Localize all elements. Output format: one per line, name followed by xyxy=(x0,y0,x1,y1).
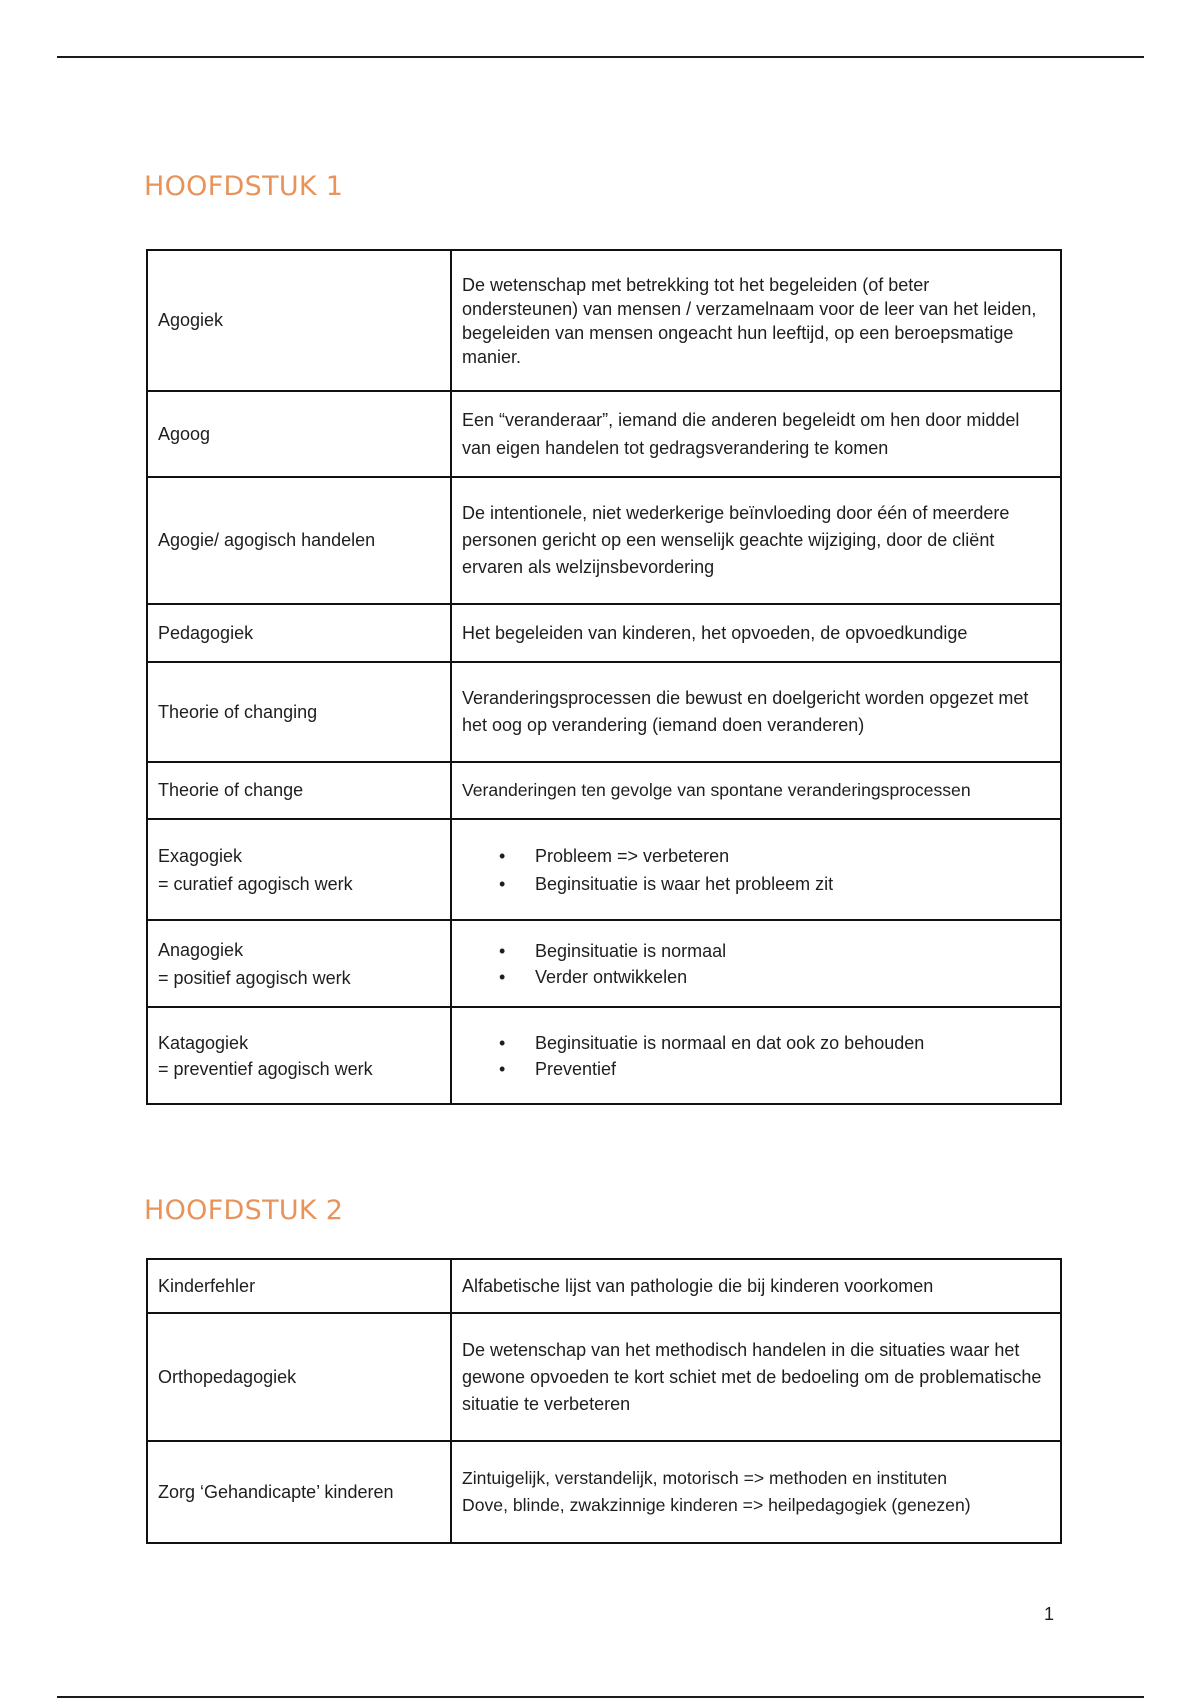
footer-rule xyxy=(57,1696,1144,1698)
term-text: Agoog xyxy=(158,423,211,444)
term-cell xyxy=(147,604,451,662)
definition-text: Het begeleiden van kinderen, het opvoeden, de opvoedkundige xyxy=(462,622,968,643)
definition-cell xyxy=(451,762,1061,819)
chapter-1-table xyxy=(146,249,1062,1105)
term-cell xyxy=(147,1441,451,1543)
term-text: Agogiek xyxy=(158,310,224,330)
term-subtitle: = curatief agogisch werk xyxy=(158,873,353,894)
definition-cell xyxy=(451,1007,1061,1104)
bullet-item: • Beginsituatie is normaal en dat ook zo behouden xyxy=(499,1030,1050,1056)
term-subtitle: = preventief agogisch werk xyxy=(158,1058,373,1079)
term-text: Zorg ‘Gehandicapte’ kinderen xyxy=(158,1481,394,1502)
definition-text: Veranderingsprocessen die bewust en doelgericht worden opgezet met het oog op verandering (iemand doen veranderen) xyxy=(462,688,1029,735)
bullet-list xyxy=(462,1030,1050,1082)
definition-cell xyxy=(451,477,1061,604)
term-cell xyxy=(147,819,451,920)
table-row xyxy=(147,819,1061,920)
bullet-item: • Preventief xyxy=(499,1056,1050,1082)
bullet-list xyxy=(462,842,1050,898)
chapter-2-heading: HOOFDSTUK 2 xyxy=(144,1195,344,1226)
page-number: 1 xyxy=(1044,1604,1055,1624)
bullet-item: • Verder ontwikkelen xyxy=(499,964,1050,990)
definition-cell xyxy=(451,1441,1061,1543)
table-row xyxy=(147,1441,1061,1543)
definition-text: Veranderingen ten gevolge van spontane veranderingsprocessen xyxy=(462,780,971,800)
table-row xyxy=(147,1259,1061,1313)
table-row xyxy=(147,762,1061,819)
bullet-list xyxy=(462,938,1050,990)
table-row xyxy=(147,1313,1061,1441)
bullet-item: • Probleem => verbeteren xyxy=(499,842,1050,870)
definition-cell xyxy=(451,662,1061,762)
definition-text: De wetenschap van het methodisch handelen in die situaties waar het gewone opvoeden te kort schiet met de bedoeling om de problematische situatie te verbeteren xyxy=(462,1339,1042,1414)
table-row xyxy=(147,604,1061,662)
term-text: Exagogiek xyxy=(158,845,243,866)
term-cell xyxy=(147,391,451,477)
term-text: Agogie/ agogisch handelen xyxy=(158,530,376,550)
table-row xyxy=(147,920,1061,1007)
definition-text: De wetenschap met betrekking tot het begeleiden (of beter ondersteunen) van mensen / verzamelnaam voor de leer van het leiden, begeleiden van mensen ongeacht hun leeftijd, op een beroepsmatige manier. xyxy=(462,274,1037,367)
definition-cell xyxy=(451,250,1061,391)
table-row xyxy=(147,1007,1061,1104)
table-row xyxy=(147,477,1061,604)
term-cell xyxy=(147,1259,451,1313)
term-cell xyxy=(147,762,451,819)
definition-cell xyxy=(451,920,1061,1007)
chapter-1-heading: HOOFDSTUK 1 xyxy=(144,171,344,202)
term-cell xyxy=(147,920,451,1007)
term-text: Pedagogiek xyxy=(158,622,254,643)
definition-text: De intentionele, niet wederkerige beïnvloeding door één of meerdere personen gericht op een wenselijk geachte wijziging, door de cliënt ervaren als welzijnsbevordering xyxy=(462,503,1010,577)
definition-cell xyxy=(451,391,1061,477)
term-text: Theorie of change xyxy=(158,780,304,800)
term-text: Katagogiek xyxy=(158,1032,249,1053)
table-row xyxy=(147,662,1061,762)
definition-cell xyxy=(451,819,1061,920)
term-text: Orthopedagogiek xyxy=(158,1366,297,1387)
term-cell xyxy=(147,477,451,604)
definition-text: Alfabetische lijst van pathologie die bij kinderen voorkomen xyxy=(462,1275,934,1296)
term-text: Theorie of changing xyxy=(158,701,318,722)
chapter-2-table xyxy=(146,1258,1062,1544)
term-cell xyxy=(147,1313,451,1441)
definition-line: Zintuigelijk, verstandelijk, motorisch => methoden en instituten xyxy=(462,1468,948,1488)
definition-cell xyxy=(451,1259,1061,1313)
term-cell xyxy=(147,250,451,391)
term-cell xyxy=(147,1007,451,1104)
term-subtitle: = positief agogisch werk xyxy=(158,967,351,988)
term-text: Kinderfehler xyxy=(158,1275,256,1296)
term-cell xyxy=(147,662,451,762)
header-rule xyxy=(57,56,1144,58)
definition-cell xyxy=(451,604,1061,662)
bullet-item: • Beginsituatie is normaal xyxy=(499,938,1050,964)
term-text: Anagogiek xyxy=(158,939,244,960)
definition-line: Dove, blinde, zwakzinnige kinderen => heilpedagogiek (genezen) xyxy=(462,1495,971,1515)
definition-cell xyxy=(451,1313,1061,1441)
definition-text: Een “veranderaar”, iemand die anderen begeleidt om hen door middel van eigen handelen tot gedragsverandering te komen xyxy=(462,410,1020,458)
table-row xyxy=(147,250,1061,391)
bullet-item: • Beginsituatie is waar het probleem zit xyxy=(499,870,1050,898)
table-row xyxy=(147,391,1061,477)
